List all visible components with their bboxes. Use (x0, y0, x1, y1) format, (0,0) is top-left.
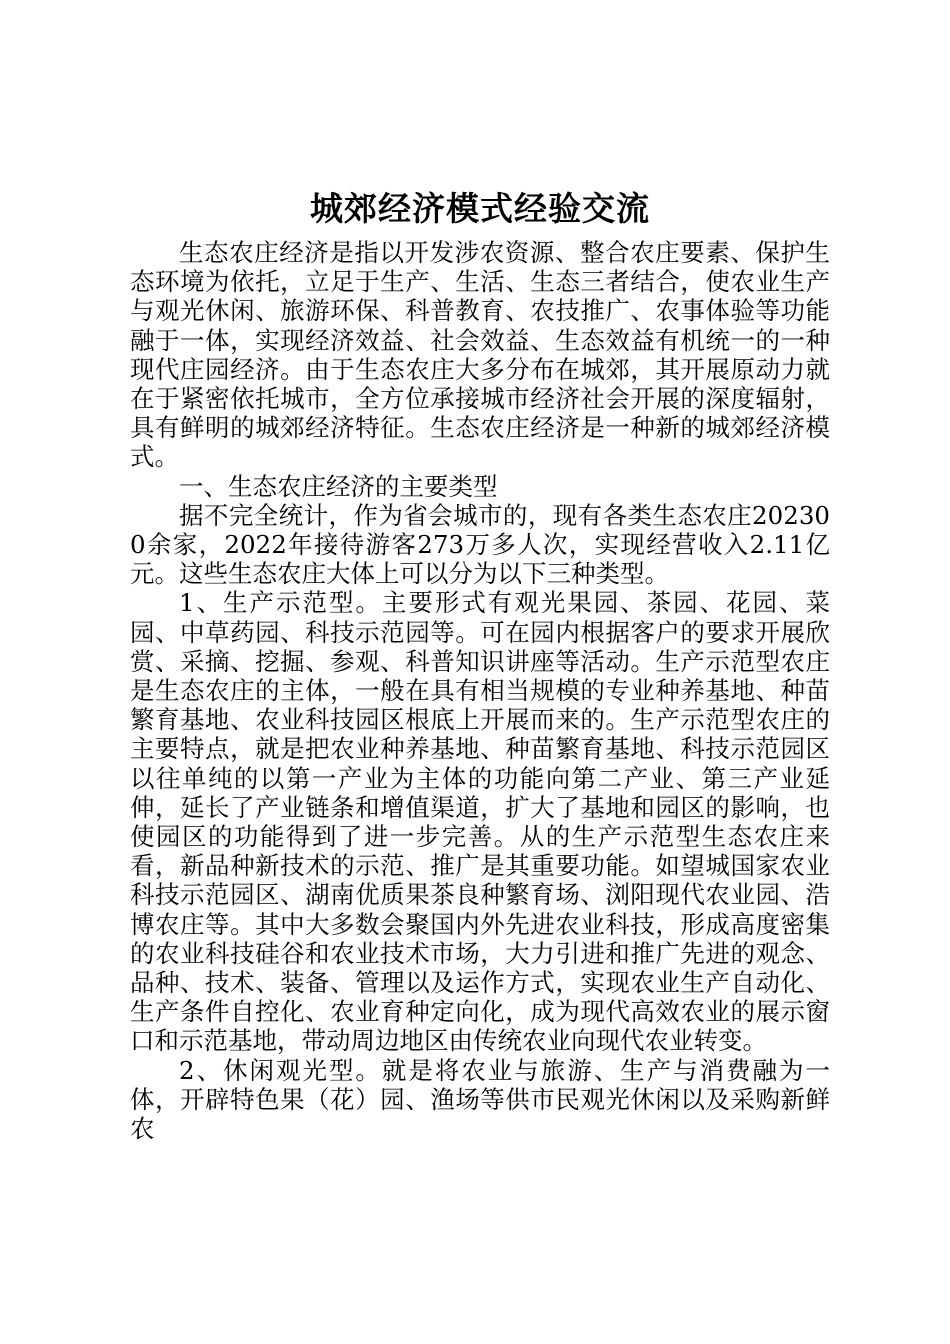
document-title: 城郊经济模式经验交流 (310, 189, 650, 228)
paragraph-production-demo-type: 1、生产示范型。主要形式有观光果园、茶园、花园、菜园、中草药园、科技示范园等。可在园内根据客户的要求开展欣赏、采摘、挖掘、参观、科普知识讲座等活动。生产示范型农庄是生态农庄的主体，一般在具有相当规模的专业种养基地、种苗繁育基地、农业科技园区根底上开展而来的。生产示范型农庄的主要特点，就是把农业种养基地、种苗繁育基地、科技示范园区以往单纯的以第一产业为主体的功能向第二产业、第三产业延伸，延长了产业链条和增值渠道，扩大了基地和园区的影响，也使园区的功能得到了进一步完善。从的生产示范型生态农庄来看，新品种新技术的示范、推广是其重要功能。如望城国家农业科技示范园区、湖南优质果茶良种繁育场、浏阳现代农业园、浩博农庄等。其中大多数会聚国内外先进农业科技，形成高度密集的农业科技硅谷和农业技术市场，大力引进和推广先进的观念、品种、技术、装备、管理以及运作方式，实现农业生产自动化、生产条件自控化、农业育种定向化，成为现代高效农业的展示窗口和示范基地，带动周边地区由传统农业向现代农业转变。 (130, 588, 830, 1056)
paragraph-intro: 生态农庄经济是指以开发涉农资源、整合农庄要素、保护生态环境为依托，立足于生产、生活、生态三者结合，使农业生产与观光休闲、旅游环保、科普教育、农技推广、农事体验等功能融于一体，实现经济效益、社会效益、生态效益有机统一的一种现代庄园经济。由于生态农庄大多分布在城郊，其开展原动力就在于紧密依托城市，全方位承接城市经济社会开展的深度辐射，具有鲜明的城郊经济特征。生态农庄经济是一种新的城郊经济模式。 (130, 238, 830, 472)
section-heading-types: 一、生态农庄经济的主要类型 (179, 471, 498, 501)
paragraph-leisure-sightseeing-type: 2、休闲观光型。就是将农业与旅游、生产与消费融为一体，开辟特色果（花）园、渔场等供市民观光休闲以及采购新鲜农 (130, 1055, 830, 1144)
paragraph-statistics: 据不完全统计，作为省会城市的，现有各类生态农庄202300余家，2022年接待游客273万多人次，实现经营收入2.11亿元。这些生态农庄大体上可以分为以下三种类型。 (130, 500, 830, 589)
document-page (130, 180, 830, 1143)
